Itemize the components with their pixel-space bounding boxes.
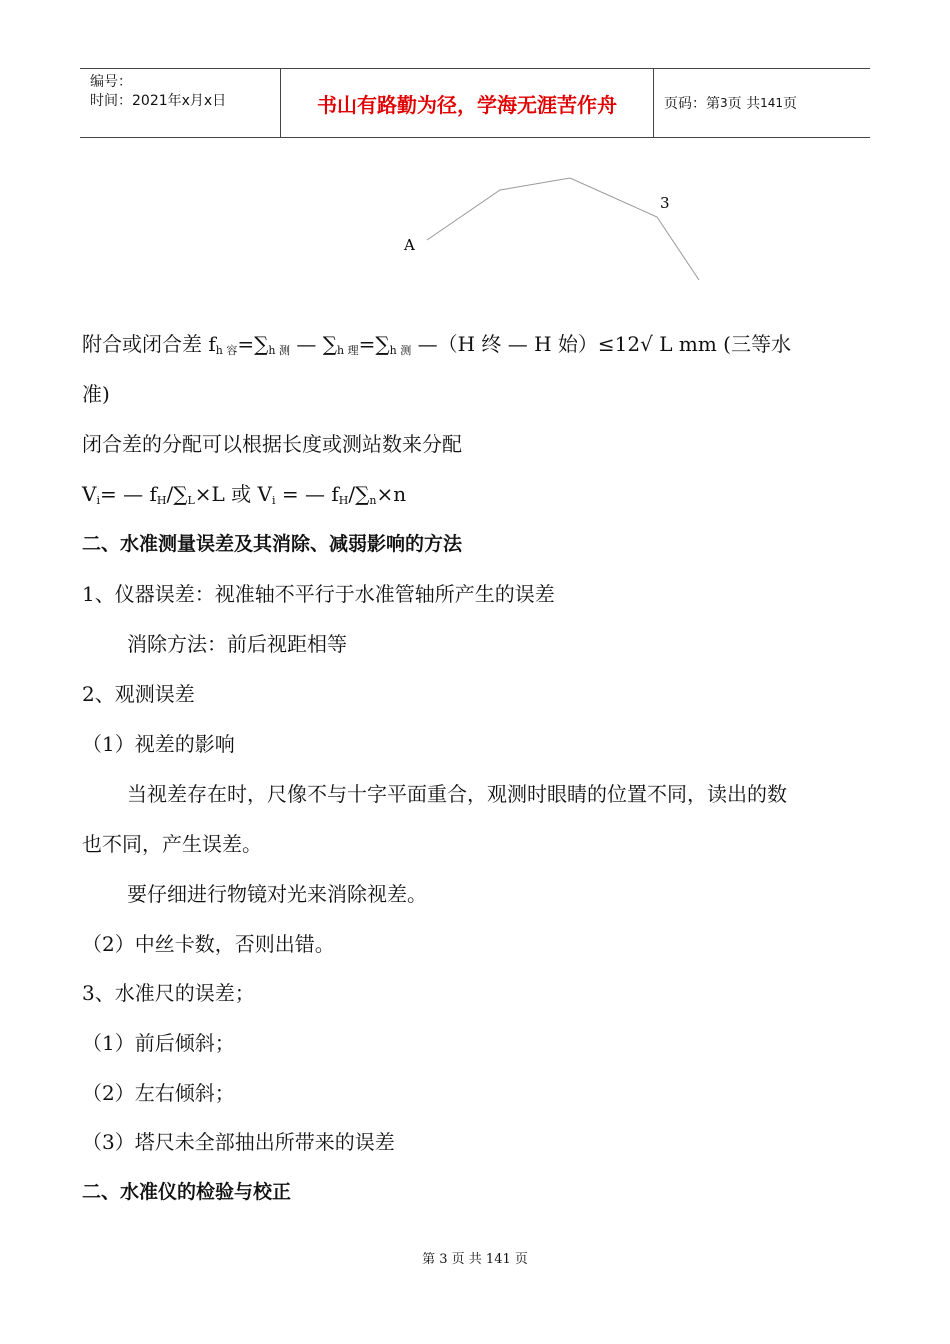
formula-part: — ∑ [290,332,337,356]
number-label: 编号： [90,74,132,90]
item-text: 也不同，产生误差。 [82,832,262,856]
formula-part: /∑ [348,482,370,506]
formula-part: √ L mm (三等水 [640,332,791,356]
formula-part: V [82,482,97,506]
closure-formula [82,328,791,358]
formula-part: 附合或闭合差 f [82,332,216,356]
item-text: 要仔细进行物镜对光来消除视差。 [127,882,427,906]
formula-part: /∑ [166,482,188,506]
item-text: （1）视差的影响 [82,732,235,756]
header-page-info [654,69,870,137]
point-3-label: 3 [660,194,670,212]
formula-part: ×n [376,482,407,506]
formula-sub: i [271,494,276,507]
distribution-text: 闭合差的分配可以根据长度或测站数来分配 [82,432,462,456]
item-text: 3、水准尺的误差； [82,981,255,1005]
level-route-diagram [395,170,715,290]
formula-part: = — f [99,482,157,506]
time-label: 时间：2021年x月x日 [90,93,227,109]
formula-sub: h 容 [215,344,238,357]
item-text: 1、仪器误差：视准轴不平行于水准管轴所产生的误差 [82,582,555,606]
formula-sub: h 测 [268,344,290,357]
formula-sub: n [369,494,377,507]
correction-formula [82,478,406,507]
formula-sub: h 理 [337,344,359,357]
item-text: 消除方法：前后视距相等 [127,632,347,656]
item-text: （2）左右倾斜； [82,1081,235,1105]
formula-sub: i [96,494,100,507]
section-heading: 二、水准仪的检验与校正 [82,1181,292,1203]
formula-sub: L [187,494,195,507]
page-total: 141 [760,96,783,110]
point-a-label: A [404,236,415,254]
item-text: （3）塔尺未全部抽出所带来的误差 [82,1130,395,1154]
page-mid: 页 共 [727,96,761,112]
formula-part: —（H 终 — H 始）≤12 [411,332,641,356]
page-suffix: 页 [783,96,797,112]
formula-sub: H [338,494,349,507]
page-prefix: 页码：第 [664,96,720,112]
formula-sub: H [156,494,167,507]
item-text: 当视差存在时，尺像不与十字平面重合，观测时眼睛的位置不同，读出的数 [127,782,787,806]
item-text: （1）前后倾斜； [82,1031,235,1055]
page-current: 3 [720,96,728,110]
formula-part: =∑ [237,332,269,356]
formula-sub: h 测 [389,344,412,357]
header-info [80,69,280,137]
item-text: 2、观测误差 [82,682,195,706]
formula-part: ×L 或 V [194,482,272,506]
header-motto [280,69,654,137]
section-heading: 二、水准测量误差及其消除、减弱影响的方法 [82,533,463,555]
page-footer: 第 3 页 共 141 页 [422,1252,528,1267]
formula-part: =∑ [358,332,390,356]
formula-part: = — f [275,482,339,506]
item-text: （2）中丝卡数，否则出错。 [82,932,335,956]
closure-formula-cont: 准) [82,382,110,406]
route-line [427,178,699,280]
motto-text: 书山有路勤为径，学海无涯苦作舟 [317,92,617,117]
page-header [80,68,870,138]
